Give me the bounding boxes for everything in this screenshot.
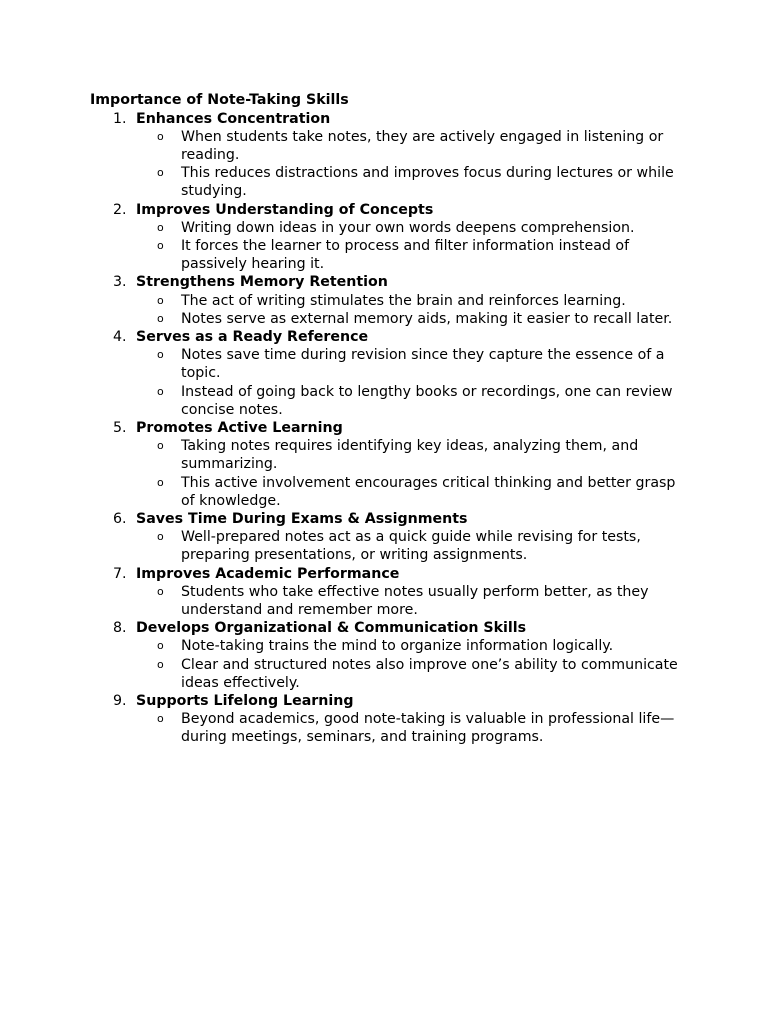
sub-point-item [0, 474, 768, 510]
sub-point-item [0, 637, 768, 655]
section-item [0, 419, 768, 510]
hollow-circle-bullet-icon: o [157, 129, 164, 143]
section-item [0, 619, 768, 692]
section-heading: Improves Academic Performance [136, 565, 400, 582]
section-list [0, 110, 768, 747]
sub-point-text: Notes serve as external memory aids, making it easier to recall later. [181, 310, 673, 327]
sub-point-item [0, 164, 768, 200]
sub-point-item [0, 656, 768, 692]
section-heading: Strengthens Memory Retention [136, 274, 388, 291]
sub-point-list [0, 637, 768, 692]
sub-point-item [0, 383, 768, 419]
sub-point-list [0, 437, 768, 510]
hollow-circle-bullet-icon: o [157, 584, 164, 598]
section-heading: Develops Organizational & Communication Skills [136, 620, 527, 637]
hollow-circle-bullet-icon: o [157, 166, 164, 180]
sub-point-item [0, 310, 768, 328]
section-item [0, 565, 768, 620]
hollow-circle-bullet-icon: o [157, 348, 164, 362]
sub-point-text: Taking notes requires identifying key ideas, analyzing them, and summarizing. [181, 438, 639, 473]
sub-point-text: Instead of going back to lengthy books or recordings, one can review concise notes. [181, 383, 673, 418]
section-item [0, 273, 768, 328]
sub-point-text: Beyond academics, good note-taking is valuable in professional life—during meetings, seminars, and training programs. [181, 711, 675, 746]
hollow-circle-bullet-icon: o [157, 220, 164, 234]
hollow-circle-bullet-icon: o [157, 384, 164, 398]
section-number: 3. [113, 274, 127, 291]
section-number: 7. [113, 565, 127, 582]
section-item [0, 328, 768, 419]
section-heading: Serves as a Ready Reference [136, 328, 369, 345]
section-item [0, 201, 768, 274]
hollow-circle-bullet-icon: o [157, 712, 164, 726]
section-number: 6. [113, 510, 127, 527]
section-number: 4. [113, 328, 127, 345]
sub-point-list [0, 528, 768, 564]
sub-point-text: The act of writing stimulates the brain and reinforces learning. [181, 292, 626, 309]
sub-point-list [0, 583, 768, 619]
hollow-circle-bullet-icon: o [157, 238, 164, 252]
sub-point-item [0, 346, 768, 382]
section-number: 2. [113, 201, 127, 218]
sub-point-list [0, 128, 768, 201]
sub-point-text: When students take notes, they are actively engaged in listening or reading. [181, 128, 664, 163]
section-heading: Enhances Concentration [136, 110, 331, 127]
section-item [0, 510, 768, 565]
hollow-circle-bullet-icon: o [157, 311, 164, 325]
sub-point-text: This active involvement encourages critical thinking and better grasp of knowledge. [181, 474, 676, 509]
section-number: 8. [113, 620, 127, 637]
hollow-circle-bullet-icon: o [157, 475, 164, 489]
sub-point-item [0, 710, 768, 746]
sub-point-item [0, 528, 768, 564]
sub-point-item [0, 583, 768, 619]
sub-point-text: This reduces distractions and improves focus during lectures or while studying. [181, 165, 674, 200]
sub-point-list [0, 292, 768, 328]
sub-point-text: Students who take effective notes usually perform better, as they understand and remember more. [181, 583, 649, 618]
document-title: Importance of Note-Taking Skills [90, 92, 349, 108]
section-heading: Saves Time During Exams & Assignments [136, 510, 468, 527]
sub-point-list [0, 710, 768, 746]
sub-point-item [0, 237, 768, 273]
hollow-circle-bullet-icon: o [157, 639, 164, 653]
sub-point-text: Note-taking trains the mind to organize information logically. [181, 638, 614, 655]
section-number: 1. [113, 110, 127, 127]
section-heading: Supports Lifelong Learning [136, 693, 354, 709]
sub-point-text: Notes save time during revision since they capture the essence of a topic. [181, 347, 665, 382]
sub-point-item [0, 437, 768, 473]
hollow-circle-bullet-icon: o [157, 439, 164, 453]
section-item [0, 110, 768, 201]
sub-point-item [0, 219, 768, 237]
sub-point-text: Well-prepared notes act as a quick guide while revising for tests, preparing presentations, or writing assignments. [181, 529, 641, 564]
hollow-circle-bullet-icon: o [157, 530, 164, 544]
sub-point-text: It forces the learner to process and filter information instead of passively hearing it. [181, 237, 630, 273]
hollow-circle-bullet-icon: o [157, 293, 164, 307]
section-heading: Promotes Active Learning [136, 419, 343, 436]
section-number: 5. [113, 419, 127, 436]
sub-point-list [0, 346, 768, 419]
section-number: 9. [113, 693, 127, 709]
sub-point-text: Clear and structured notes also improve one’s ability to communicate ideas effectively. [181, 656, 678, 691]
sub-point-item [0, 128, 768, 164]
sub-point-list [0, 219, 768, 274]
section-item [0, 692, 768, 747]
hollow-circle-bullet-icon: o [157, 657, 164, 671]
section-heading: Improves Understanding of Concepts [136, 201, 434, 218]
sub-point-text: Writing down ideas in your own words deepens comprehension. [181, 219, 635, 236]
sub-point-item [0, 292, 768, 310]
